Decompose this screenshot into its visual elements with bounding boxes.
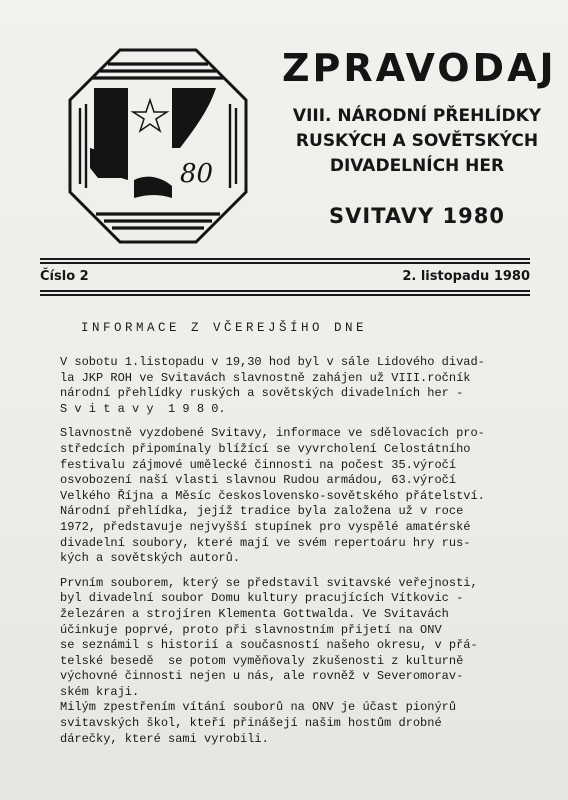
- section-heading: INFORMACE Z VČEREJŠÍHO DNE: [81, 321, 368, 335]
- text-line: la JKP ROH ve Svitavách slavnostně zahájen už VIII.ročník: [60, 370, 471, 385]
- text-line: divadelní soubory, které mají ve svém repertoáru hry rus-: [60, 535, 471, 550]
- subtitle-line: RUSKÝCH A SOVĚTSKÝCH: [295, 131, 539, 151]
- text-line: Velkého Října a Měsíc československo-sovětského přátelství.: [60, 488, 485, 503]
- text-line: byl divadelní soubor Domu kultury pracujících Vítkovic -: [60, 591, 464, 606]
- text-line: svitavských škol, kteří přinášejí našim hostům drobné: [60, 716, 442, 731]
- issue-date: 2. listopadu 1980: [402, 269, 530, 284]
- logo-number: 80: [180, 159, 214, 189]
- text-line: se seznámil s historií a současností našeho okresu, v přá-: [60, 638, 478, 653]
- text-line: Slavnostně vyzdobené Svitavy, informace ve sdělovacích pro-: [60, 426, 485, 441]
- place-year: SVITAVY 1980: [329, 204, 505, 228]
- text-line: kých a sovětských autorů.: [60, 551, 241, 566]
- text-line: železáren a strojíren Klementa Gottwalda. Ve Svitavách: [60, 606, 449, 621]
- text-line: V sobotu 1.listopadu v 19,30 hod byl v sále Lidového divad-: [60, 355, 485, 369]
- text-line: Prvním souborem, který se představil svitavské veřejnosti,: [60, 575, 478, 590]
- text-line: telské besedě se potom vyměňovaly zkušenosti z kulturně: [60, 653, 464, 668]
- article-paragraph: [60, 355, 520, 417]
- newsletter-title: ZPRAVODAJ: [282, 46, 557, 90]
- header-rule-top: [40, 258, 530, 264]
- text-line: festivalu zájmové umělecké činnosti na počest 35.výročí: [60, 457, 457, 472]
- text-line: středcích připomínaly blížící se vyvrcholení Celostátního: [60, 441, 471, 456]
- subtitle-line: VIII. NÁRODNÍ PŘEHLÍDKY: [292, 106, 542, 126]
- text-line: dárečky, které sami vyrobili.: [60, 731, 269, 746]
- text-line: národní přehlídky ruských a sovětských divadelních her -: [60, 386, 464, 401]
- text-line: S v i t a v y 1 9 8 0.: [60, 401, 226, 416]
- article-paragraph: [60, 426, 520, 566]
- text-line: 1972, představuje nejvyšší stupínek pro vyspělé amatérské: [60, 519, 471, 534]
- text-line: osvobození naší vlasti slavnou Rudou armádou, 63.výročí: [60, 473, 457, 488]
- header-rule-bottom: [40, 290, 530, 296]
- festival-subtitle: [282, 104, 552, 179]
- text-line: výchovné činnosti nejen u nás, ale rovněž v Severomorav-: [60, 669, 464, 684]
- text-line: účinkuje poprvé, proto při slavnostním přijetí na ONV: [60, 622, 442, 637]
- text-line: ském kraji.: [60, 684, 140, 699]
- festival-logo: [68, 48, 248, 244]
- issue-number: Číslo 2: [40, 269, 89, 284]
- text-line: Milým zpestřením vítání souborů na ONV je účast pionýrů: [60, 700, 457, 715]
- subtitle-line: DIVADELNÍCH HER: [329, 156, 505, 176]
- text-line: Národní přehlídka, jejíž tradice byla založena už v roce: [60, 504, 464, 519]
- article-paragraph: [60, 576, 520, 748]
- article-body: [60, 355, 520, 756]
